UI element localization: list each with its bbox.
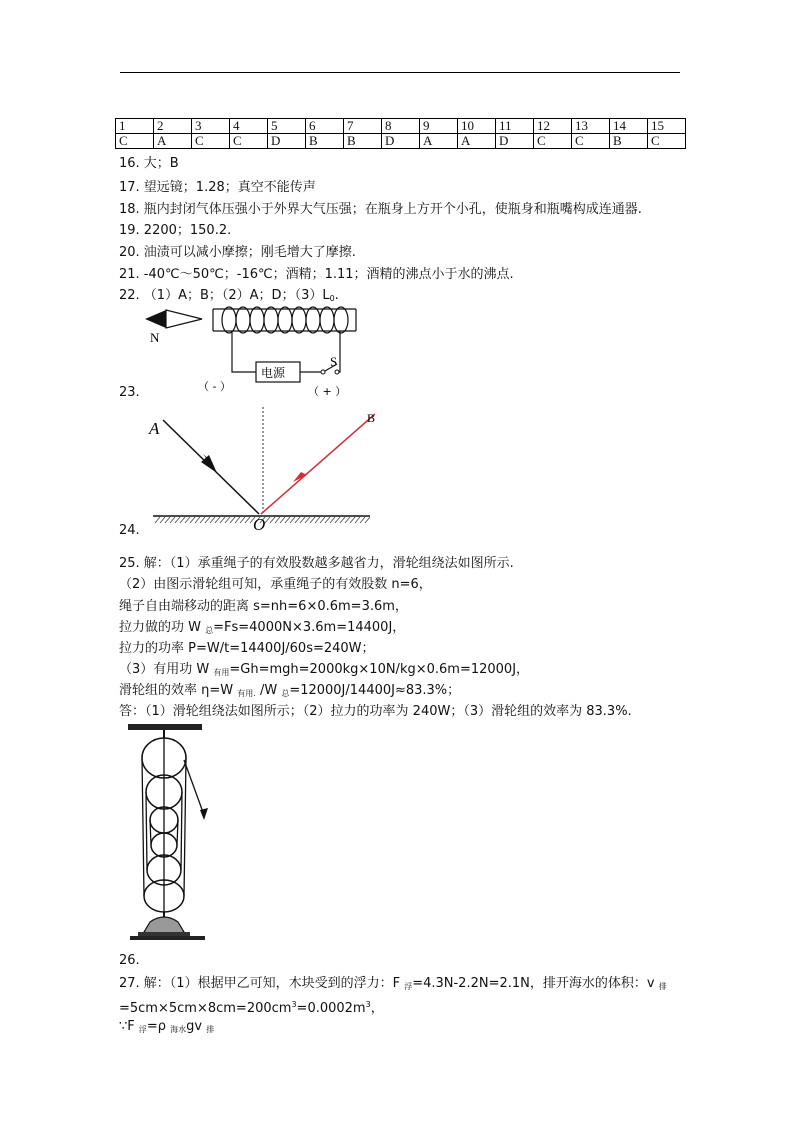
hatch-line: [350, 517, 355, 523]
table-cell-number: 9: [420, 119, 458, 134]
answer-27-line2-sup2: 3: [365, 1000, 371, 1009]
answer-27-line3-b: =ρ: [146, 1019, 171, 1034]
pull-rope: [184, 760, 204, 815]
table-row-numbers: [116, 119, 686, 134]
answer-27-line3-a: ∵F: [119, 1019, 139, 1034]
compass-north-label: N: [150, 330, 160, 345]
table-cell-number: 5: [268, 119, 306, 134]
answer-27-line1-sub: 浮: [404, 982, 413, 991]
wire-left: [232, 331, 256, 372]
table-cell-answer: C: [192, 134, 230, 149]
hatch-line: [240, 517, 245, 523]
hatch-line: [300, 517, 305, 523]
table-cell-answer: A: [420, 134, 458, 149]
answer-25-line7-a: 滑轮组的效率 η=W: [119, 683, 238, 698]
hatch-line: [175, 517, 180, 523]
answer-table: [115, 118, 686, 149]
answer-27-line1-b: =4.3N-2.2N=2.1N，排开海水的体积：v: [412, 976, 659, 991]
table-cell-answer: A: [154, 134, 192, 149]
hatch-line: [190, 517, 195, 523]
hatch-line: [330, 517, 335, 523]
answer-18: 18. 瓶内封闭气体压强小于外界大气压强；在瓶身上方开个小孔，使瓶身和瓶嘴构成连通器.: [119, 202, 642, 217]
hatch-line: [210, 517, 215, 523]
hatch-line: [160, 517, 165, 523]
table-cell-answer: B: [306, 134, 344, 149]
figure-light-reflection: [145, 402, 375, 532]
switch-contact: [321, 370, 325, 374]
hatch-line: [185, 517, 190, 523]
answer-27-line3-sub2: 海水: [170, 1025, 187, 1034]
hatch-line: [280, 517, 285, 523]
hatch-line: [275, 517, 280, 523]
table-cell-number: 4: [230, 119, 268, 134]
switch-contact-right: [335, 370, 339, 374]
hatch-line: [165, 517, 170, 523]
table-cell-number: 6: [306, 119, 344, 134]
ceiling-beam: [128, 724, 202, 730]
answer-25-line6-b: =Gh=mgh=2000kg×10N/kg×0.6m=12000J，: [229, 662, 530, 677]
hatch-line: [315, 517, 320, 523]
hatch-line: [335, 517, 340, 523]
answer-25-line4: [119, 620, 405, 639]
coil-turn: [292, 307, 306, 333]
hatch-line: [355, 517, 360, 523]
compass-needle-light: [166, 310, 202, 328]
table-cell-answer: B: [610, 134, 648, 149]
table-cell-number: 14: [610, 119, 648, 134]
hatch-line: [200, 517, 205, 523]
coil-turn: [320, 307, 334, 333]
hatch-line: [195, 517, 200, 523]
hatch-line: [230, 517, 235, 523]
answer-27-line2-b: =0.0002m: [296, 1001, 366, 1016]
hatch-line: [360, 517, 365, 523]
answer-25-line3: 绳子自由端移动的距离 s=nh=6×0.6m=3.6m，: [119, 599, 408, 614]
coil-turn: [278, 307, 292, 333]
hatch-line: [180, 517, 185, 523]
coil-turn: [334, 307, 348, 333]
table-cell-number: 10: [458, 119, 496, 134]
hatch-line: [245, 517, 250, 523]
answer-25-line7-b: /W: [255, 683, 282, 698]
table-cell-answer: C: [572, 134, 610, 149]
wire-right: [337, 331, 340, 372]
hatch-line: [345, 517, 350, 523]
answer-25-line7-sub1: 有用.: [237, 689, 256, 698]
table-cell-answer: C: [534, 134, 572, 149]
minus-terminal-label: （ - ）: [198, 380, 231, 393]
hatch-line: [285, 517, 290, 523]
table-cell-number: 1: [116, 119, 154, 134]
answer-25-line5: 拉力的功率 P=W/t=14400J/60s=240W；: [119, 641, 375, 656]
answer-22-end: .: [334, 288, 339, 303]
answer-25-line6-a: （3）有用功 W: [119, 662, 214, 677]
label-o: O: [253, 515, 266, 532]
table-row-answers: [116, 134, 686, 149]
answer-27-line3-sub1: 浮: [138, 1025, 147, 1034]
table-cell-answer: C: [116, 134, 154, 149]
reflected-ray: [261, 414, 375, 514]
answer-27-line3-c: gv: [186, 1019, 207, 1034]
answer-27-line3: [119, 1019, 214, 1038]
incident-ray-arrowhead: [201, 455, 217, 473]
answer-25-line6-sub: 有用: [213, 668, 230, 677]
coil-turn: [306, 307, 320, 333]
table-cell-answer: A: [458, 134, 496, 149]
label-b: B: [367, 411, 375, 425]
answer-27-line1-a: 27. 解：（1）根据甲乙可知，木块受到的浮力：F: [119, 976, 405, 991]
answer-25-line7: [119, 683, 460, 702]
answer-25-line4-b: =Fs=4000N×3.6m=14400J，: [213, 620, 406, 635]
answer-25-conclusion: 答：（1）滑轮组绕法如图所示；（2）拉力的功率为 240W；（3）滑轮组的效率为 83.3%.: [119, 704, 632, 719]
answer-27-line3-sub3: 排: [206, 1025, 215, 1034]
answer-22-subscript: 0: [329, 294, 335, 303]
answer-22-text: 22. （1）A；B；（2）A；D；（3）L: [119, 288, 330, 303]
answer-19: 19. 2200；150.2.: [119, 223, 232, 238]
answer-21: 21. -40℃～50℃；-16℃；酒精；1.11；酒精的沸点小于水的沸点.: [119, 267, 514, 282]
figure-pulley-system: [120, 720, 220, 942]
answer-27-line2-sup1: 3: [291, 1000, 297, 1009]
answer-25-line4-sub: 总: [205, 626, 214, 635]
answer-25-line7-c: =12000J/14400J≈83.3%；: [289, 683, 461, 698]
answer-16: 16. 大；B: [119, 156, 179, 171]
power-supply-label: 电源: [261, 366, 286, 380]
table-cell-number: 7: [344, 119, 382, 134]
hatch-line: [225, 517, 230, 523]
answer-20: 20. 油渍可以减小摩擦；刚毛增大了摩擦.: [119, 245, 356, 260]
table-cell-number: 15: [648, 119, 686, 134]
table-cell-answer: D: [382, 134, 420, 149]
table-cell-number: 13: [572, 119, 610, 134]
answer-17: 17. 望远镜；1.28；真空不能传声: [119, 180, 316, 195]
answer-25-line4-a: 拉力做的功 W: [119, 620, 206, 635]
table-cell-answer: D: [496, 134, 534, 149]
answer-24: 24.: [119, 523, 140, 538]
pull-direction-arrow: [200, 808, 208, 820]
table-cell-number: 2: [154, 119, 192, 134]
coil-turn: [222, 307, 236, 333]
answer-25-line1: 25. 解：（1）承重绳子的有效股数越多越省力，滑轮组绕法如图所示.: [119, 556, 514, 571]
hatch-line: [290, 517, 295, 523]
table-cell-answer: C: [648, 134, 686, 149]
header-rule: [120, 72, 680, 73]
hatch-line: [340, 517, 345, 523]
answer-25-line7-sub2: 总: [281, 689, 290, 698]
hatch-line: [320, 517, 325, 523]
answer-25-line2: （2）由图示滑轮组可知，承重绳子的有效股数 n=6，: [119, 577, 432, 592]
hatch-line: [310, 517, 315, 523]
hatch-line: [235, 517, 240, 523]
table-cell-number: 3: [192, 119, 230, 134]
hatch-line: [155, 517, 160, 523]
label-a: A: [149, 419, 160, 438]
hatch-line: [295, 517, 300, 523]
table-cell-number: 12: [534, 119, 572, 134]
answer-27-line2: [119, 997, 384, 1017]
answer-25-line6: [119, 662, 529, 681]
plus-terminal-label: （ + ）: [308, 385, 347, 398]
answer-26: 26.: [119, 953, 140, 968]
coil-turn: [236, 307, 250, 333]
table-cell-number: 8: [382, 119, 420, 134]
compass-needle-dark: [145, 310, 166, 328]
hatch-line: [365, 517, 370, 523]
table-cell-number: 11: [496, 119, 534, 134]
hatch-line: [170, 517, 175, 523]
hatch-line: [325, 517, 330, 523]
table-cell-answer: C: [230, 134, 268, 149]
hatch-line: [220, 517, 225, 523]
ground: [130, 936, 205, 940]
answer-27-line1: [119, 976, 667, 995]
table-cell-answer: D: [268, 134, 306, 149]
hatch-line: [265, 517, 270, 523]
hatch-line: [205, 517, 210, 523]
weight-base: [138, 932, 190, 936]
answer-27-line1-sub2: 排: [658, 982, 667, 991]
answer-27-line2-c: ，: [370, 1001, 384, 1016]
coil-turn: [264, 307, 278, 333]
hatch-line: [305, 517, 310, 523]
coil-windings: [222, 307, 348, 333]
answer-27-line2-a: =5cm×5cm×8cm=200cm: [119, 1001, 292, 1016]
coil-turn: [250, 307, 264, 333]
table-cell-answer: B: [344, 134, 382, 149]
hatch-line: [215, 517, 220, 523]
switch-label: S: [330, 354, 338, 369]
hatch-line: [270, 517, 275, 523]
figure-electromagnet-circuit: [140, 300, 370, 400]
answer-23: 23.: [119, 385, 140, 400]
